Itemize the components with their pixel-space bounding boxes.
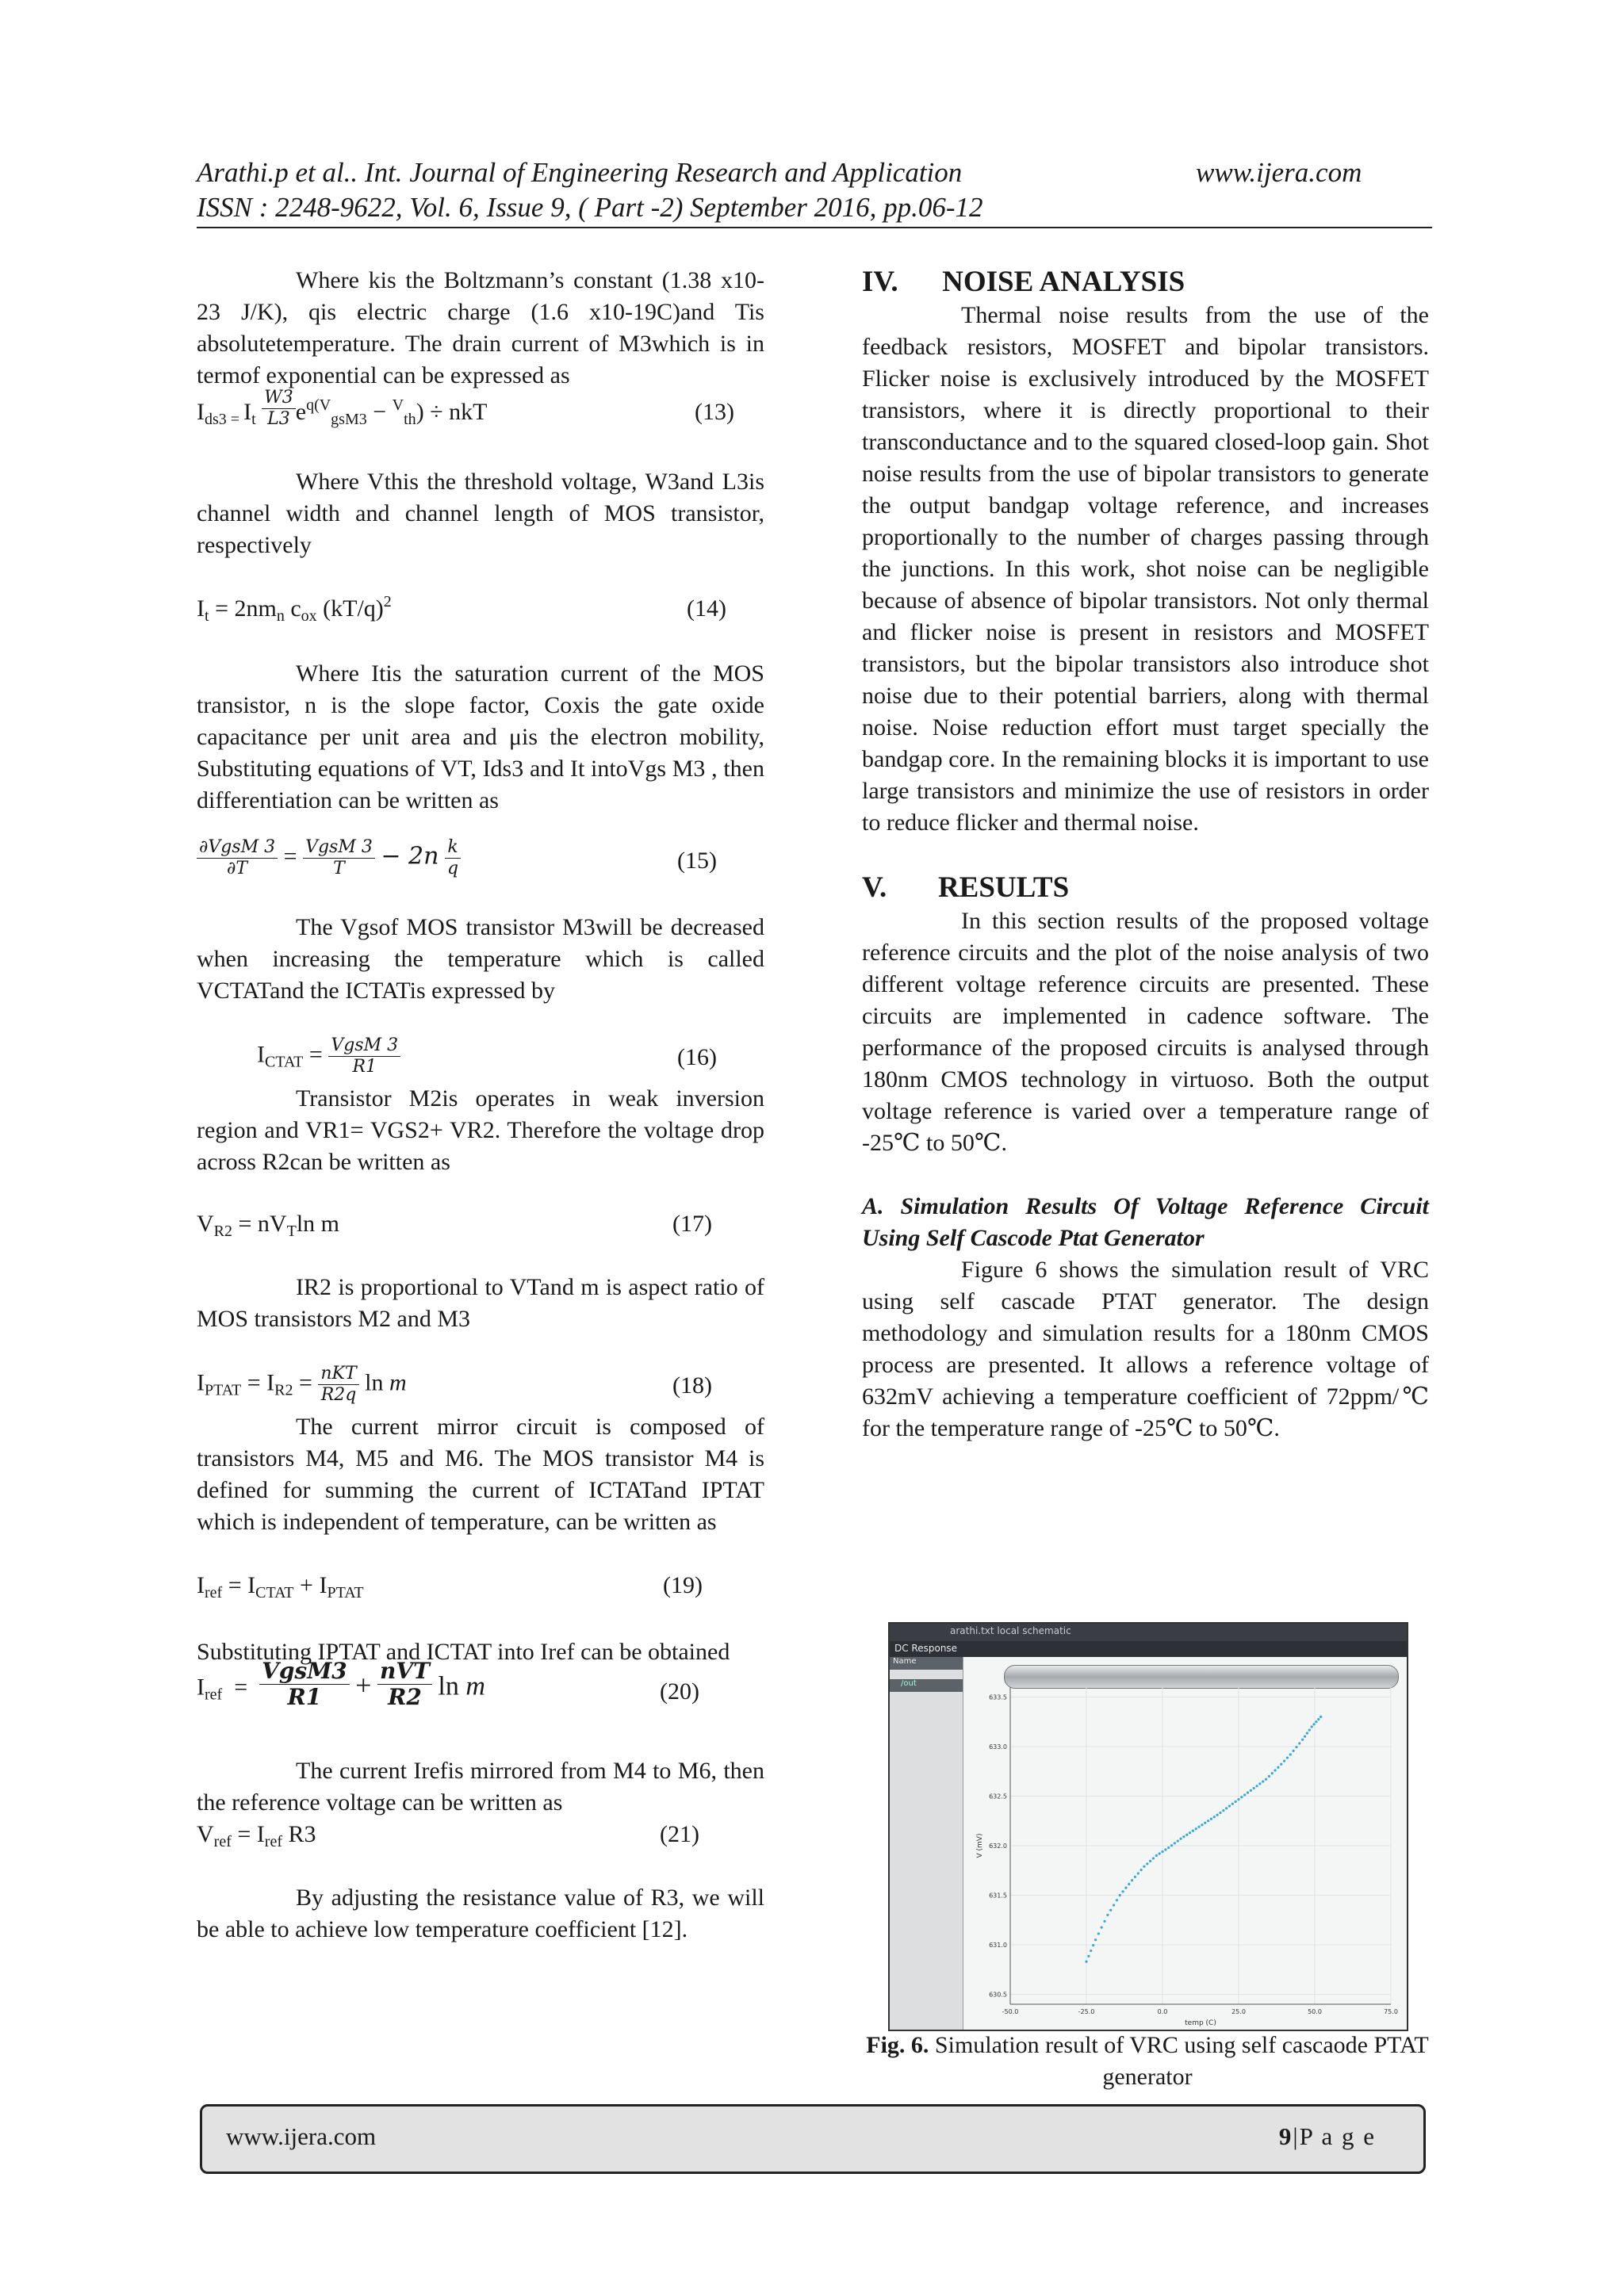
data-point — [1137, 1872, 1139, 1874]
data-point — [1167, 1846, 1170, 1849]
data-point — [1204, 1822, 1206, 1824]
paragraph: In this section results of the proposed voltage reference circuits and the plot of the noise analysis of two different voltage reference circuits are presented. These circuits are implemented in cadence software. The performance of the proposed circuits is analysed through 180nm CMOS technology in virtuoso. Both the output voltage reference is varied over a temperature range of -25℃ to 50℃. — [862, 908, 1429, 1156]
data-point — [1159, 1852, 1161, 1854]
data-point — [1119, 1894, 1121, 1896]
paragraph: The current Irefis mirrored from M4 to M6, then the reference voltage can be written as — [197, 1758, 764, 1816]
paragraph: By adjusting the resistance value of R3, we will be able to achieve low temperature coefficient [12]. — [197, 1885, 764, 1942]
x-tick-label: 50.0 — [1308, 2008, 1322, 2015]
page-footer — [200, 2104, 1426, 2174]
data-point — [1210, 1818, 1212, 1820]
data-point — [1308, 1728, 1311, 1731]
data-point — [1134, 1876, 1136, 1878]
paragraph: Where Vthis the threshold voltage, W3and L3is channel width and channel length of MOS transistor, respectively — [197, 469, 764, 558]
data-point — [1268, 1775, 1270, 1777]
equation-17: $V_{R2} = nV_T\ln$ m (17) — [197, 1211, 712, 1240]
equation-18: $I_{PTAT} = I_{R2}$ = $\frac{\text{nKT}}{R2q}$ ln m (18) — [197, 1364, 712, 1405]
data-point — [1213, 1816, 1216, 1818]
data-point — [1228, 1804, 1231, 1807]
window-titlebar: arathi.txt local schematic — [890, 1624, 1407, 1641]
paragraph: Transistor M2is operates in weak inversion region and VR1= VGS2+ VR2. Therefore the voltage drop across R2can be written as — [197, 1085, 764, 1175]
data-point — [1197, 1826, 1200, 1828]
data-point — [1235, 1800, 1237, 1803]
section-heading: IV. NOISE ANALYSIS — [862, 266, 1185, 298]
page-number-value: 9 — [1278, 2122, 1293, 2150]
section-heading: V. RESULTS — [862, 871, 1070, 904]
figure-caption-text: Simulation result of VRC using self cascaode PTAT generator — [934, 2032, 1429, 2090]
data-point — [1253, 1787, 1255, 1789]
equation-19: $I_{ref} = I_{CTAT} + I_{PTAT}$ (19) — [197, 1572, 703, 1601]
plot-area — [963, 1671, 1407, 2028]
data-point — [1143, 1866, 1145, 1868]
data-point — [1216, 1814, 1219, 1816]
equation-16: $I_{CTAT}$ = $\frac{\text{VgsM 3}}{R1}$ (16) — [257, 1035, 717, 1077]
data-point — [1255, 1785, 1258, 1787]
data-point — [1106, 1914, 1109, 1916]
legend-panel: Name /out — [890, 1657, 963, 2030]
data-point — [1097, 1932, 1100, 1934]
y-tick-label: 632.5 — [989, 1793, 1007, 1800]
x-tick-label: 0.0 — [1157, 2008, 1168, 2015]
x-axis-label: temp (C) — [1185, 2019, 1216, 2027]
data-point — [1155, 1854, 1158, 1857]
data-point — [1185, 1834, 1188, 1836]
data-point — [1207, 1820, 1209, 1822]
data-point — [1131, 1879, 1133, 1881]
data-point — [1315, 1720, 1317, 1723]
data-point — [1283, 1760, 1285, 1762]
data-point — [1094, 1938, 1097, 1941]
x-tick-label: 25.0 — [1231, 2008, 1246, 2015]
data-point — [1164, 1848, 1166, 1850]
data-point — [1301, 1739, 1304, 1741]
paragraph: Figure 6 shows the simulation result of VRC using self cascade PTAT generator. The design methodology and simulation results for a 180nm CMOS process are presented. It allows a reference voltage of 632mV achieving a temperature coefficient of 72ppm/℃ for the temperature range of -25℃ to 50℃. — [862, 1257, 1429, 1441]
header-rule — [197, 227, 1432, 228]
data-point — [1277, 1766, 1279, 1769]
right-column — [862, 265, 1429, 1445]
data-point — [1195, 1827, 1197, 1830]
data-point — [1116, 1899, 1118, 1901]
data-point — [1286, 1756, 1289, 1758]
x-tick-label: 75.0 — [1384, 2008, 1398, 2015]
paragraph: Thermal noise results from the use of the feedback resistors, MOSFET and bipolar transistors. Flicker noise is exclusively introduced by the MOSFET transistors, where it is directly proportional to their transconductance and to the squared closed-loop gain. Shot noise results from the use of bipolar transistors to generate the output bandgap voltage reference, and increases proportionally to the number of charges passing through the junctions. In this work, shot noise can be negligible because of absence of bipolar transistors. Not only thermal and flicker noise is present in resistors and MOSFET transistors, but the bipolar transistors also introduce shot noise due to their potential barriers, along with thermal noise. Noise reduction effort must target specially the bandgap core. In the remaining blocks it is important to use large transistors and minimize the use of resistors in order to reduce flicker and thermal noise. — [862, 302, 1429, 836]
journal-website: www.ijera.com — [1196, 157, 1362, 188]
legend-item[interactable]: /out — [890, 1679, 963, 1692]
footer-website: www.ijera.com — [226, 2122, 377, 2150]
data-point — [1311, 1725, 1313, 1728]
data-point — [1320, 1716, 1322, 1718]
data-point — [1101, 1927, 1103, 1929]
data-point — [1237, 1798, 1239, 1800]
x-tick-label: -25.0 — [1078, 2008, 1095, 2015]
data-point — [1109, 1909, 1112, 1911]
y-tick-label: 630.5 — [989, 1991, 1007, 1999]
y-axis-label: V (mV) — [976, 1833, 984, 1858]
equation-20: $I_{ref}$ = $\frac{\text{VgsM3}}{R1}$ + $\frac{\text{nVT}}{R2}$ ln m (20) — [197, 1658, 699, 1710]
data-point — [1128, 1883, 1130, 1885]
data-point — [1113, 1904, 1115, 1906]
data-point — [1280, 1763, 1282, 1766]
data-point — [1201, 1823, 1203, 1826]
y-tick-label: 633.0 — [989, 1743, 1007, 1751]
paragraph: IR2 is proportional to VTand m is aspect ratio of MOS transistors M2 and M3 — [197, 1274, 764, 1332]
paragraph: The current mirror circuit is composed of transistors M4, M5 and M6. The MOS transistor M4 is defined for summing the current of ICTATand IPTAT which is independent of temperature, can be written as — [197, 1414, 764, 1535]
data-point — [1240, 1796, 1243, 1798]
data-point — [1219, 1812, 1221, 1814]
y-tick-label: 631.5 — [989, 1892, 1007, 1900]
data-point — [1174, 1842, 1176, 1844]
data-point — [1146, 1862, 1148, 1865]
data-point — [1090, 1950, 1092, 1952]
data-point — [1152, 1857, 1155, 1859]
page-number — [1279, 2122, 1376, 2151]
data-point — [1189, 1831, 1191, 1834]
data-point — [1225, 1807, 1228, 1809]
data-point — [1289, 1753, 1292, 1755]
data-point — [1258, 1782, 1261, 1785]
data-point — [1262, 1780, 1264, 1782]
data-point — [1231, 1803, 1234, 1805]
paragraph: Substituting IPTAT and ICTAT into Iref can be obtained — [197, 1639, 730, 1665]
data-point — [1179, 1838, 1182, 1840]
paragraph: Where Itis the saturation current of the MOS transistor, n is the slope factor, Coxis the gate oxide capacitance per unit area and μis the electron mobility, Substituting equations of VT, Ids3 and It intoVgs M3 , then differentiation can be written as — [197, 660, 764, 813]
data-point — [1271, 1772, 1274, 1774]
data-point — [1177, 1839, 1179, 1842]
data-point — [1161, 1850, 1163, 1853]
data-point — [1149, 1860, 1151, 1862]
data-point — [1312, 1723, 1315, 1725]
data-point — [1250, 1789, 1252, 1792]
data-point — [1222, 1809, 1224, 1812]
data-point — [1298, 1742, 1300, 1744]
figure-caption — [866, 2030, 1429, 2093]
y-tick-label: 632.0 — [989, 1843, 1007, 1850]
equation-13: $I_{ds3 =}$ $I_t$ $\frac{W3}{L3}$ $e^{q(V}_{gsM3} - ^V_{th}$) ÷ nkT (13) — [197, 387, 734, 429]
data-point — [1243, 1793, 1246, 1796]
y-tick-label: 633.5 — [989, 1693, 1007, 1701]
page-word: |P a g e — [1293, 2122, 1376, 2150]
issn-line: ISSN : 2248-9622, Vol. 6, Issue 9, ( Part -2) September 2016, pp.06-12 — [197, 192, 983, 223]
data-point — [1124, 1887, 1127, 1889]
data-point — [1121, 1890, 1124, 1892]
data-point — [1293, 1750, 1295, 1752]
equation-21: $V_{ref} = I_{ref}$ R3 (21) — [197, 1821, 699, 1850]
left-column — [197, 265, 764, 1946]
subsection-heading: A. Simulation Results Of Voltage Reference Circuit Using Self Cascode Ptat Generator — [862, 1193, 1429, 1251]
paragraph: The Vgsof MOS transistor M3will be decreased when increasing the temperature which is called VCTATand the ICTATis expressed by — [197, 914, 764, 1004]
data-point — [1304, 1735, 1306, 1738]
data-point — [1085, 1961, 1087, 1963]
panel-titlebar: DC Response — [890, 1641, 1407, 1657]
y-tick-label: 631.0 — [989, 1942, 1007, 1949]
data-point — [1192, 1830, 1194, 1832]
data-point — [1103, 1920, 1105, 1923]
equation-15: $\frac{\text{∂VgsM 3}}{\partial T}$ = $\frac{\text{VgsM 3}}{T}$ − 2n $\frac{k}{q}$ (15) — [197, 837, 764, 888]
data-point — [1087, 1955, 1090, 1957]
figure-label: Fig. 6. — [866, 2032, 929, 2058]
simulation-figure — [888, 1622, 1408, 2031]
data-point — [1306, 1732, 1308, 1735]
equation-14: $I_t = 2nm_n$ $c_{ox}$ $(kT/q)^2$ (14) — [197, 593, 726, 625]
data-point — [1092, 1944, 1094, 1946]
data-point — [1295, 1746, 1297, 1748]
data-point — [1140, 1869, 1143, 1871]
data-point — [1317, 1718, 1320, 1720]
data-point — [1265, 1778, 1267, 1781]
data-point — [1170, 1844, 1173, 1846]
data-point — [1274, 1769, 1276, 1771]
x-tick-label: -50.0 — [1002, 2008, 1019, 2015]
journal-citation: Arathi.p et al.. Int. Journal of Engineering Research and Application — [197, 157, 963, 188]
data-point — [1247, 1792, 1249, 1794]
paragraph: Where kis the Boltzmann’s constant (1.38 x10-23 J/K), qis electric charge (1.6 x10-19C)and Tis absolutetemperature. The drain current of M3which is in termof exponential can be expressed as — [197, 267, 764, 388]
data-point — [1182, 1835, 1185, 1838]
